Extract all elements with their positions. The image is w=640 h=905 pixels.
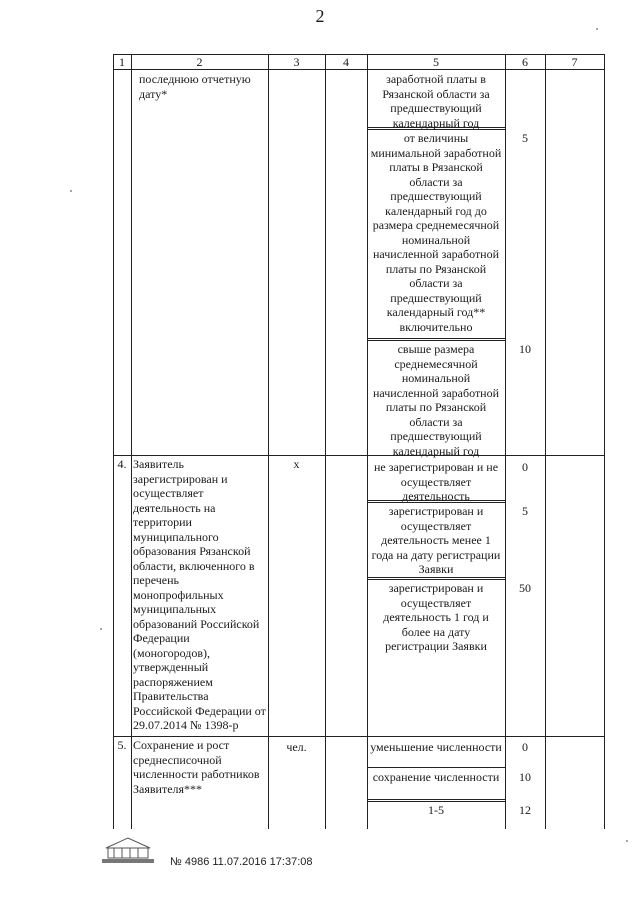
header-col-2: 2 [196,55,203,69]
sub-description: зарегистрирован и осуществляет деятельность менее 1 года на дату регистрации Заявки [371,504,501,576]
col-line [131,54,132,829]
score-cell: 5 [522,131,528,145]
col-line [545,54,546,829]
sub-divider [367,338,505,339]
row-number: 5. [117,738,127,752]
row-divider [113,455,605,456]
score-cell: 10 [519,342,531,356]
row-divider [113,736,605,737]
sub-divider [367,577,505,578]
col-line [325,54,326,829]
sub-description: заработной платы в Рязанской области за предшествующий календарный год [382,72,490,130]
unit-cell: чел. [286,740,307,754]
sub-description: от величины минимальной заработной платы в Рязанской области за предшествующий календарный год до размера среднемесячной номинальной начисленной заработной платы по Рязанской области за предшествующий календарный год** включительно [370,131,502,334]
sub-description: не зарегистрирован и не осуществляет деятельность [373,460,499,503]
row-number: 4. [117,457,127,471]
registration-stamp: № 4986 11.07.2016 17:37:08 [170,856,313,868]
col-line [268,54,269,829]
score-cell: 0 [522,740,528,754]
sub-divider [367,799,505,800]
sub-description: уменьшение численности [370,740,502,754]
score-cell: 50 [519,581,531,595]
sub-divider [367,579,505,580]
score-cell: 5 [522,504,528,518]
col-line [367,54,368,829]
criterion-cell: последнюю отчетную дату* [139,72,251,101]
score-cell: 12 [519,803,531,817]
header-col-5: 5 [433,55,439,69]
score-cell: 10 [519,770,531,784]
header-col-4: 4 [343,55,349,69]
header-col-7: 7 [571,55,578,69]
logo-icon [100,836,156,864]
sub-description: сохранение численности [372,770,500,784]
header-col-1: 1 [119,55,125,69]
sub-divider [367,767,505,768]
sub-divider [367,801,505,802]
page-number: 2 [315,6,325,26]
scan-speck [596,28,598,30]
header-col-6: 6 [522,55,528,69]
unit-cell: x [293,457,300,471]
scan-speck [70,190,72,192]
col-line [113,54,114,829]
sub-divider [367,340,505,341]
criterion-cell: Заявитель зарегистрирован и осуществляет деятельность на территории муниципального образования Рязанской области, включенного в перечень монопрофильных муниципальных образований Российской Федерации (моногородов), утвержденный распоряжением Правительства Российской Федерации от 29.07.2014 № 1398-р [133,457,266,732]
col-line [604,54,605,829]
scan-speck [100,628,102,630]
sub-description: зарегистрирован и осуществляет деятельность 1 год и более на дату регистрации Заявки [383,581,489,653]
scan-speck [626,840,628,842]
criterion-cell: Сохранение и рост среднесписочной численности работников Заявителя*** [133,738,260,796]
header-col-3: 3 [293,55,300,69]
sub-description: свыше размера среднемесячной номинальной начисленной заработной платы по Рязанской области за предшествующий календарный год [372,342,500,458]
sub-description: 1-5 [428,803,444,817]
score-cell: 0 [522,460,528,474]
col-line [505,54,506,829]
